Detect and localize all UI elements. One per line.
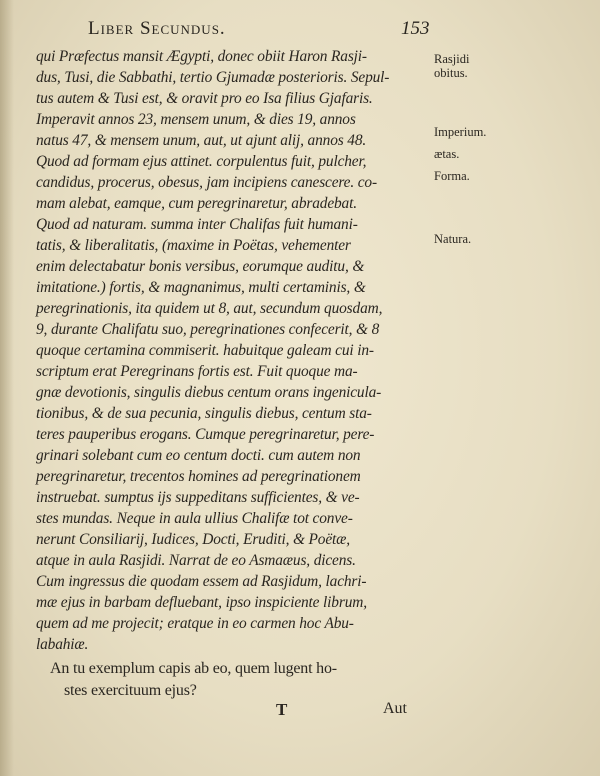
text-line: Imperavit annos 23, mensem unum, & dies 19, annos	[36, 111, 356, 128]
text-line: scriptum erat Peregrinans fortis est. Fuit quoque ma-	[36, 363, 358, 380]
margin-note-forma: Forma.	[434, 169, 470, 183]
text-line: instruebat. sumptus ijs suppeditans sufficientes, & ve-	[36, 489, 360, 506]
text-line: tatis, & liberalitatis, (maxime in Poëtas, vehementer	[36, 237, 351, 254]
text-line: quem ad me projecit; eratque in eo carmen hoc Abu-	[36, 615, 354, 632]
text-line: peregrinaretur, trecentos homines ad peregrinationem	[36, 468, 361, 485]
text-line: gnæ devotionis, singulis diebus centum orans ingenicula-	[36, 384, 382, 401]
text-line: 9, durante Chalifatu suo, peregrinationes confecerit, & 8	[36, 321, 380, 338]
text-line: enim delectabatur bonis versibus, eorumque auditu, &	[36, 258, 365, 275]
gutter-shadow	[0, 0, 14, 776]
text-line: tionibus, & de sua pecunia, singulis diebus, centum sta-	[36, 405, 372, 422]
running-title: Liber Secundus.	[88, 18, 226, 39]
text-line: Quod ad naturam. summa inter Chalifas fuit humani-	[36, 216, 358, 233]
text-line: teres pauperibus erogans. Cumque peregrinaretur, pere-	[36, 426, 375, 443]
text-line: grinari solebant cum eo centum docti. cum autem non	[36, 447, 361, 464]
text-line: stes mundas. Neque in aula ullius Chalifæ tot conve-	[36, 510, 353, 527]
text-line: candidus, procerus, obesus, jam incipiens canescere. co-	[36, 174, 377, 191]
verse-line: stes exercituum ejus?	[64, 682, 197, 699]
text-line: quoque certamina commiserit. habuitque galeam cui in-	[36, 342, 374, 359]
text-line: nerunt Consiliarij, Iudices, Docti, Eruditi, & Poëtæ,	[36, 531, 350, 548]
margin-note-natura: Natura.	[434, 232, 472, 246]
text-line: atque in aula Rasjidi. Narrat de eo Asmaæus, dicens.	[36, 552, 356, 569]
margin-note-imperium: Imperium.	[434, 125, 487, 139]
catchword: Aut	[383, 700, 407, 717]
text-line: tus autem & Tusi est, & oravit pro eo Isa filius Gjafaris.	[36, 90, 373, 107]
signature-mark: T	[276, 700, 288, 719]
body-text	[36, 46, 436, 655]
text-line: qui Præfectus mansit Ægypti, donec obiit Haron Rasji-	[36, 48, 367, 65]
margin-note-aetas: ætas.	[434, 147, 460, 161]
text-line: natus 47, & mensem unum, aut, ut ajunt alij, annos 48.	[36, 132, 367, 149]
text-line: dus, Tusi, die Sabbathi, tertio Gjumadæ posterioris. Sepul-	[36, 69, 390, 86]
margin-notes	[434, 0, 514, 776]
text-line: labahiæ.	[36, 636, 89, 653]
text-line: Quod ad formam ejus attinet. corpulentus fuit, pulcher,	[36, 153, 367, 170]
text-line: mæ ejus in barbam defluebant, ipso inspiciente librum,	[36, 594, 367, 611]
verse-line: An tu exemplum capis ab eo, quem lugent ho-	[50, 660, 337, 677]
text-line: imitatione.) fortis, & magnanimus, multi certaminis, &	[36, 279, 366, 296]
verse-block	[50, 658, 430, 702]
folio-number: 153	[401, 18, 430, 39]
margin-note-obitus: Rasjidi obitus.	[434, 52, 470, 80]
text-line: peregrinationis, ita quidem ut 8, aut, secundum quosdam,	[36, 300, 383, 317]
text-line: Cum ingressus die quodam essem ad Rasjidum, lachri-	[36, 573, 367, 590]
text-line: mam alebat, eamque, cum peregrinaretur, abradebat.	[36, 195, 357, 212]
